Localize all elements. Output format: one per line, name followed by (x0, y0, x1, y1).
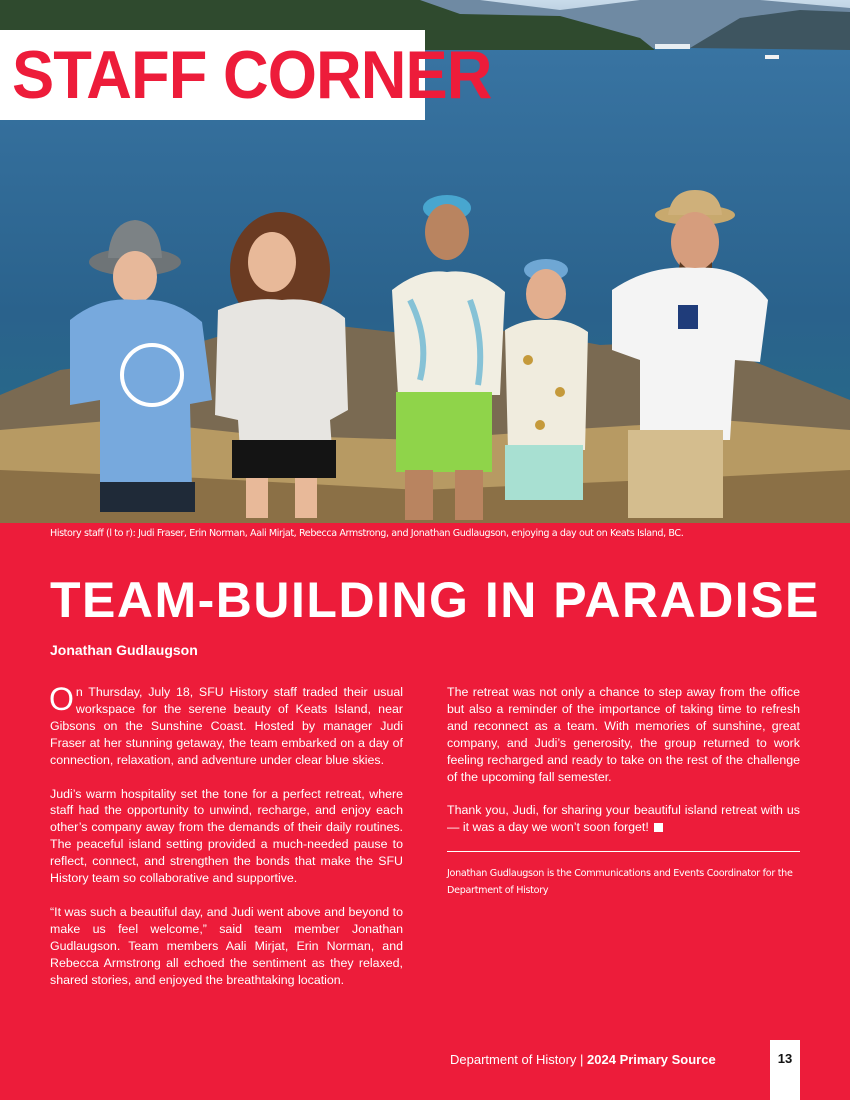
paragraph-5-text: Thank you, Judi, for sharing your beautiful island retreat with us — it was a day we won’t soon forget! (447, 803, 800, 835)
page-footer (450, 1051, 716, 1069)
person-erin (215, 212, 348, 518)
page-number: 13 (777, 1051, 793, 1066)
section-title: STAFF CORNER (12, 37, 492, 113)
photo-caption: History staff (l to r): Judi Fraser, Erin Norman, Aali Mirjat, Rebecca Armstrong, and Jonathan Gudlaugson, enjoying a day out on Keats Island, BC. (50, 528, 684, 539)
drop-cap: O (49, 681, 74, 717)
paragraph-2: Judi’s warm hospitality set the tone for a perfect retreat, where staff had the opportunity to unwind, recharge, and enjoy each other’s company away from the demands of their daily routines. The peaceful island setting provided a much-needed pause to reflect, connect, and strengthen the bonds that make the SFU History team so collaborative and supportive. (50, 786, 403, 886)
boat (765, 55, 779, 59)
end-mark-icon (654, 823, 663, 832)
bio-divider (447, 851, 800, 852)
article-title: TEAM-BUILDING IN PARADISE (50, 572, 820, 628)
page-number-box (770, 1040, 800, 1100)
paragraph-5 (447, 802, 800, 836)
article-byline: Jonathan Gudlaugson (50, 642, 198, 658)
article-column-left (49, 681, 403, 1006)
article-column-right (447, 684, 800, 853)
footer-department: Department of History (450, 1052, 577, 1067)
footer-publication: 2024 Primary Source (587, 1052, 716, 1067)
paragraph-4: The retreat was not only a chance to step away from the office but also a reminder of the importance of taking time to refresh and reconnect as a team. With memories of sunshine, great company, and Judi’s generosity, the group returned to work feeling recharged and ready to take on the rest of the challenge of the upcoming fall semester. (447, 685, 800, 784)
staff-corner-banner (0, 30, 492, 120)
footer-separator: | (576, 1052, 588, 1067)
paragraph-1-text: n Thursday, July 18, SFU History staff traded their usual workspace for the serene beauty of Keats Island, near Gibsons on the Sunshine Coast. Hosted by manager Judi Fraser at her stunning getaway, the team embarked on a day of connection, relaxation, and adventure under clear blue skies. (50, 685, 403, 767)
author-bio: Jonathan Gudlaugson is the Communications and Events Coordinator for the Department of History (447, 868, 793, 896)
paragraph-1 (49, 681, 403, 769)
ferry (655, 44, 690, 49)
paragraph-3: “It was such a beautiful day, and Judi went above and beyond to make us feel welcome,” said team member Jonathan Gudlaugson. Team members Aali Mirjat, Erin Norman, and Rebecca Armstrong all echoed the sentiment as they relaxed, shared stories, and enjoyed the breathtaking location. (50, 904, 403, 987)
